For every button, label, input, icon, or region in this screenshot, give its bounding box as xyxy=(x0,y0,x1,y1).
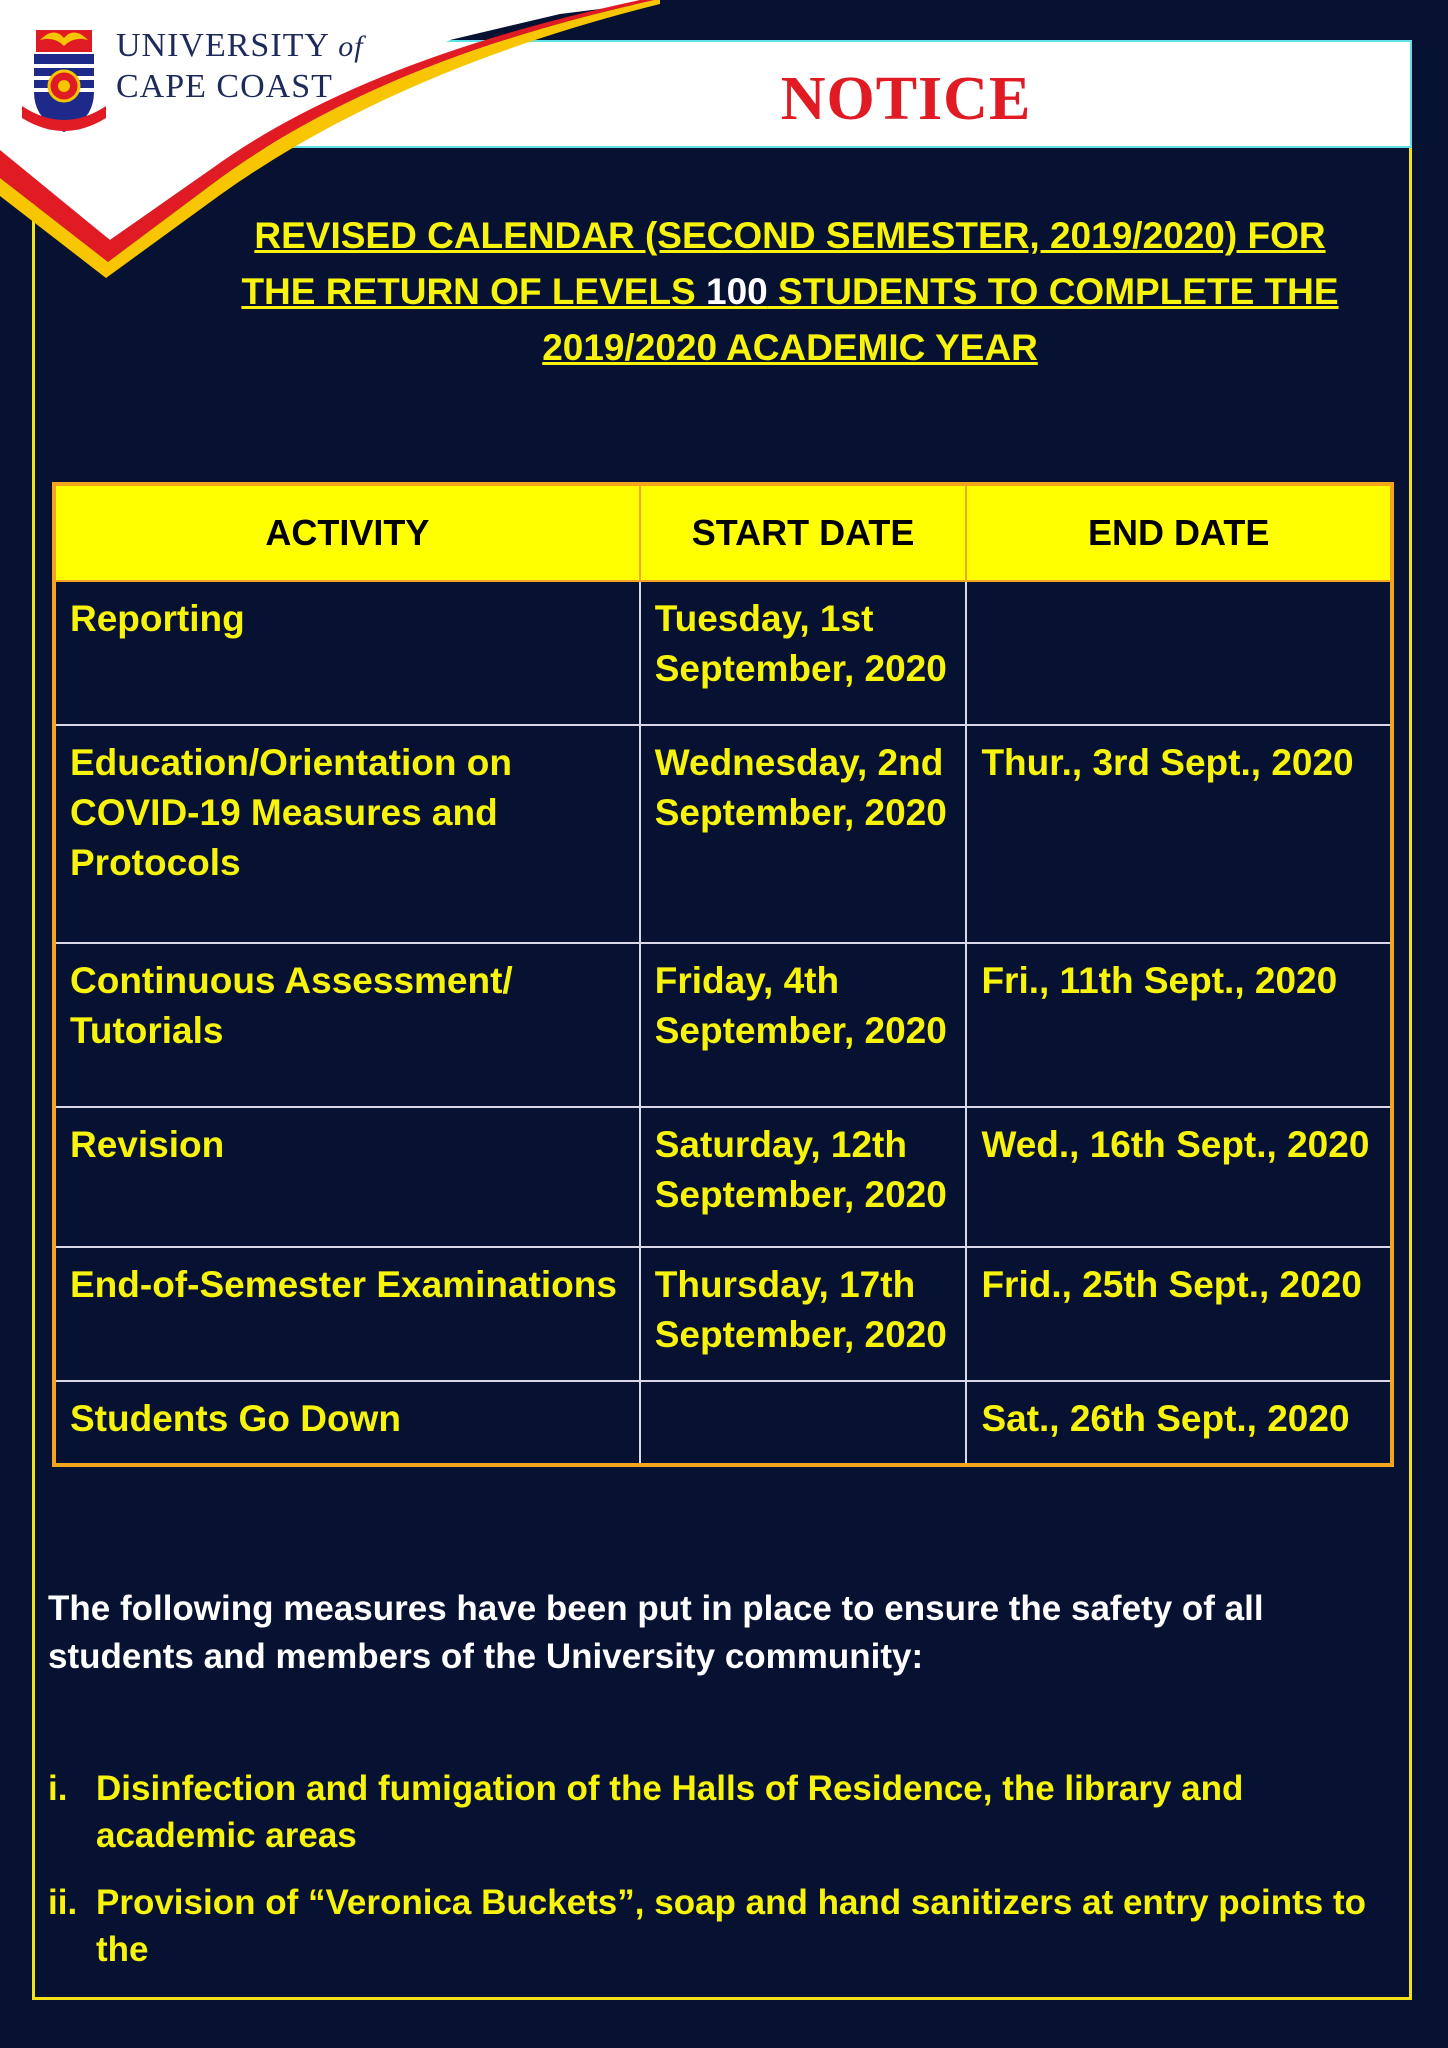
wordmark-line2: CAPE COAST xyxy=(116,68,333,105)
table-header-row xyxy=(54,484,1392,581)
table-row xyxy=(54,725,1392,943)
cell-activity: End-of-Semester Examinations xyxy=(54,1247,640,1381)
table-row xyxy=(54,1381,1392,1465)
cell-activity: Continuous Assessment/ Tutorials xyxy=(54,943,640,1107)
cell-start: Tuesday, 1st September, 2020 xyxy=(640,581,967,725)
wordmark-of: of xyxy=(338,30,364,63)
table-row xyxy=(54,943,1392,1107)
cell-start xyxy=(640,1381,967,1465)
list-item xyxy=(48,1879,1408,1973)
measures-intro: The following measures have been put in place to ensure the safety of all students and members of the University community: xyxy=(48,1589,1264,1676)
cell-end: Thur., 3rd Sept., 2020 xyxy=(966,725,1392,943)
list-item-number: i. xyxy=(48,1769,68,1808)
header-start-date: START DATE xyxy=(640,484,967,581)
wordmark-line1: UNIVERSITY xyxy=(116,27,329,64)
heading-line1: REVISED CALENDAR (SECOND SEMESTER, 2019/2020) FOR xyxy=(254,215,1326,256)
cell-activity: Revision xyxy=(54,1107,640,1247)
cell-end: Sat., 26th Sept., 2020 xyxy=(966,1381,1392,1465)
table-row xyxy=(54,1107,1392,1247)
header-end-date: END DATE xyxy=(966,484,1392,581)
list-item xyxy=(48,1765,1408,1859)
cell-end: Wed., 16th Sept., 2020 xyxy=(966,1107,1392,1247)
cell-start: Saturday, 12th September, 2020 xyxy=(640,1107,967,1247)
table-row xyxy=(54,581,1392,725)
cell-end: Frid., 25th Sept., 2020 xyxy=(966,1247,1392,1381)
heading-line2-b: STUDENTS TO COMPLETE THE xyxy=(767,271,1339,312)
cell-start: Friday, 4th September, 2020 xyxy=(640,943,967,1107)
header-activity: ACTIVITY xyxy=(54,484,640,581)
university-wordmark xyxy=(116,26,364,107)
heading-line2 xyxy=(220,264,1360,320)
cell-activity: Students Go Down xyxy=(54,1381,640,1465)
table-row xyxy=(54,1247,1392,1381)
measures-list xyxy=(48,1765,1408,1993)
cell-start: Wednesday, 2nd September, 2020 xyxy=(640,725,967,943)
cell-end: Fri., 11th Sept., 2020 xyxy=(966,943,1392,1107)
list-item-number: ii. xyxy=(48,1883,78,1922)
cell-start: Thursday, 17th September, 2020 xyxy=(640,1247,967,1381)
cell-activity: Reporting xyxy=(54,581,640,725)
university-crest-icon xyxy=(14,22,114,142)
heading-levels-number: 100 xyxy=(706,271,768,312)
notice-title: NOTICE xyxy=(780,65,1032,133)
list-item-text: Disinfection and fumigation of the Halls of Residence, the library and academic areas xyxy=(96,1769,1244,1855)
page-heading xyxy=(220,208,1360,376)
cell-end xyxy=(966,581,1392,725)
heading-line3: 2019/2020 ACADEMIC YEAR xyxy=(542,327,1038,368)
cell-activity: Education/Orientation on COVID-19 Measures and Protocols xyxy=(54,725,640,943)
heading-line2-a: THE RETURN OF LEVELS xyxy=(241,271,707,312)
list-item-text: Provision of “Veronica Buckets”, soap and hand sanitizers at entry points to the xyxy=(96,1883,1366,1969)
calendar-table xyxy=(52,482,1394,1467)
